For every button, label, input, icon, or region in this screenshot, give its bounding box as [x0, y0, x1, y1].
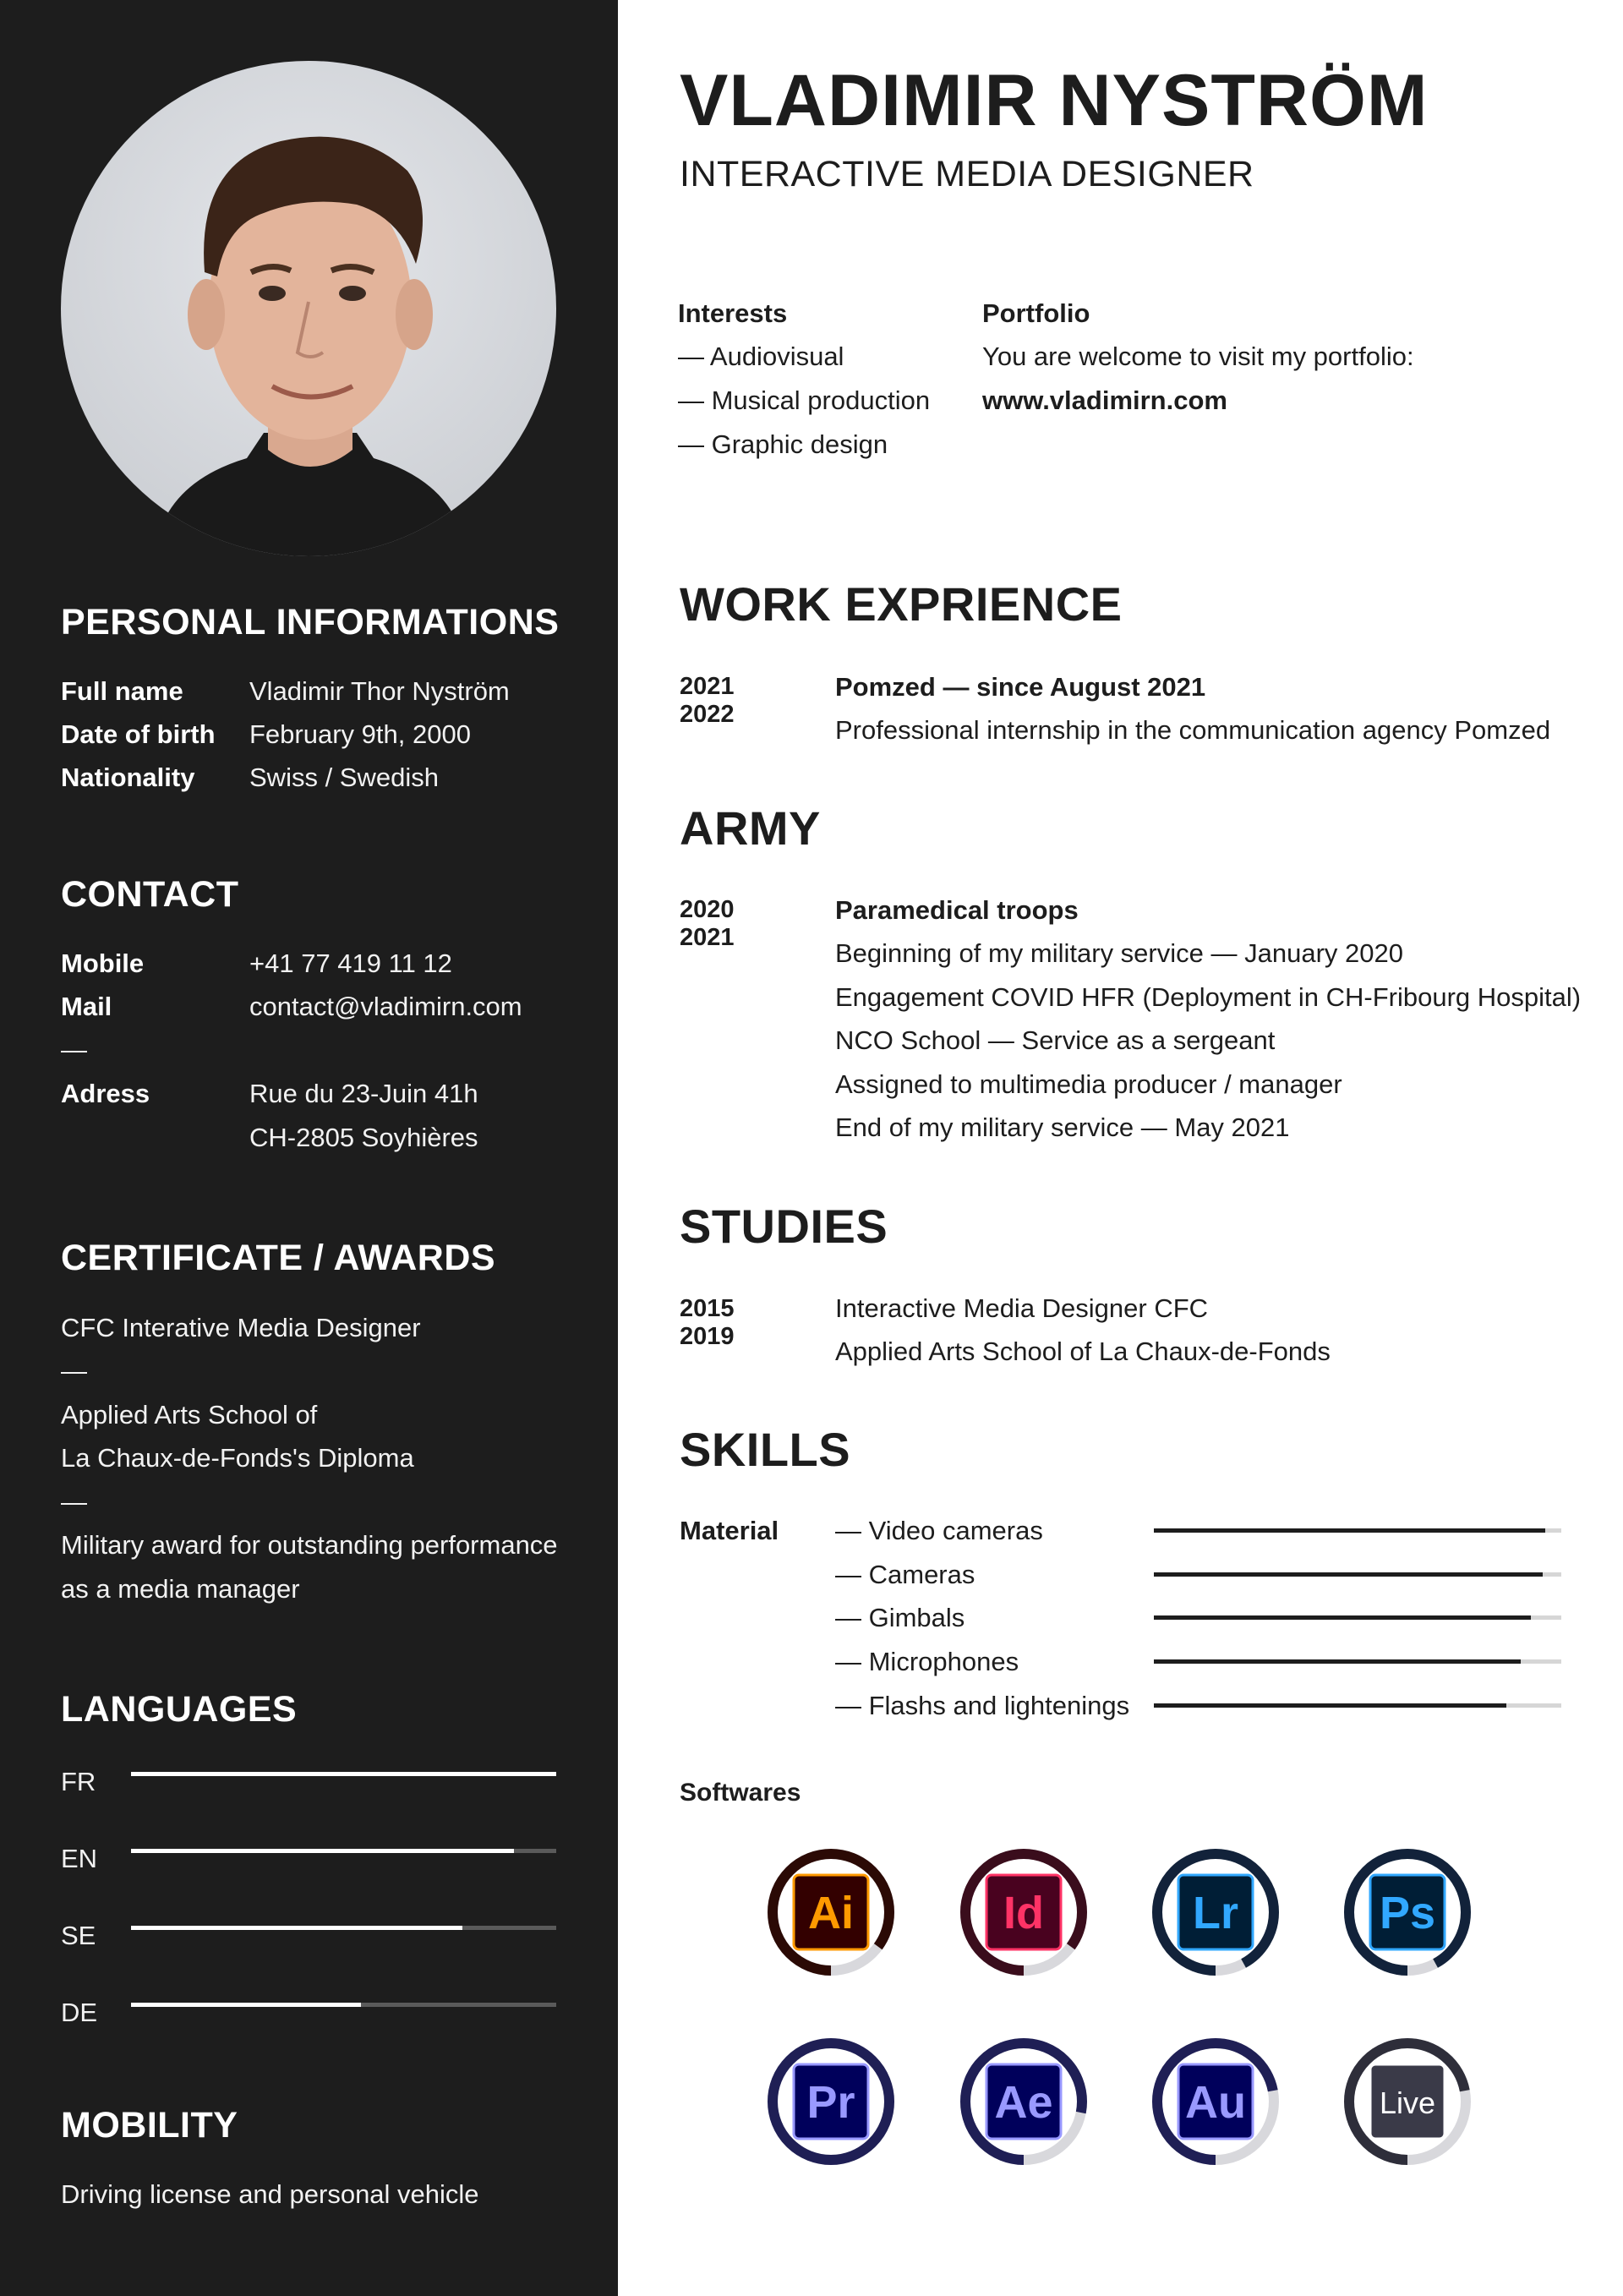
work-year-end: 2022	[680, 701, 735, 728]
software-abbr: Pr	[806, 2077, 855, 2128]
language-bar-fr	[131, 1772, 556, 1776]
indesign-icon	[965, 1854, 1082, 1971]
ableton-live-icon	[1349, 2043, 1466, 2160]
language-bar-se	[131, 1926, 556, 1930]
interests-heading: Interests	[678, 298, 788, 328]
skill-bar-fill	[1154, 1615, 1531, 1620]
award-line: Military award for outstanding performance	[61, 1530, 558, 1560]
skill-bar-fill	[1154, 1703, 1506, 1708]
language-code-fr: FR	[61, 1767, 96, 1796]
army-title: Paramedical troops	[835, 895, 1079, 925]
studies-line: Interactive Media Designer CFC	[835, 1293, 1209, 1323]
software-abbr: Ps	[1379, 1888, 1436, 1938]
address-label: Adress	[61, 1079, 150, 1108]
awards-heading: CERTIFICATE / AWARDS	[61, 1238, 496, 1278]
award-line: Applied Arts School of	[61, 1400, 318, 1430]
skill-bar	[1154, 1572, 1561, 1577]
army-line: End of my military service — May 2021	[835, 1112, 1290, 1142]
skill-bar-fill	[1154, 1528, 1545, 1533]
languages-heading: LANGUAGES	[61, 1689, 298, 1730]
software-abbr: Lr	[1193, 1888, 1238, 1938]
language-code-en: EN	[61, 1844, 98, 1873]
birth-date-value: February 9th, 2000	[249, 719, 471, 749]
audition-icon	[1157, 2043, 1274, 2160]
language-bar-en	[131, 1849, 556, 1853]
studies-heading: STUDIES	[680, 1200, 888, 1253]
softwares-label: Softwares	[680, 1779, 801, 1807]
award-line: —	[61, 1487, 87, 1517]
software-abbr: Au	[1185, 2077, 1246, 2128]
main-content	[618, 0, 1623, 2296]
personal-info-heading: PERSONAL INFORMATIONS	[61, 602, 560, 642]
army-year-start: 2020	[680, 896, 735, 923]
nationality-label: Nationality	[61, 763, 195, 792]
army-line: Engagement COVID HFR (Deployment in CH-Fribourg Hospital)	[835, 982, 1582, 1012]
profile-photo	[61, 61, 556, 556]
software-icons	[618, 1818, 1623, 2189]
language-bar-fill	[131, 1772, 556, 1776]
portfolio-text: You are welcome to visit my portfolio:	[982, 342, 1414, 371]
mobility-heading: MOBILITY	[61, 2105, 238, 2146]
skill-name: — Gimbals	[835, 1603, 965, 1632]
mobile-label: Mobile	[61, 948, 145, 978]
software-abbr: Live	[1379, 2086, 1436, 2120]
skill-bar	[1154, 1528, 1561, 1533]
skill-name: — Flashs and lightenings	[835, 1691, 1130, 1720]
birth-date-label: Date of birth	[61, 719, 216, 749]
skill-bar	[1154, 1659, 1561, 1664]
language-code-de: DE	[61, 1998, 98, 2027]
language-code-se: SE	[61, 1921, 96, 1950]
interest-item: — Graphic design	[678, 429, 888, 459]
award-line: CFC Interative Media Designer	[61, 1313, 421, 1342]
skills-heading: SKILLS	[680, 1423, 851, 1476]
person-name: VLADIMIR NYSTRÖM	[680, 60, 1429, 141]
portfolio-heading: Portfolio	[982, 298, 1090, 328]
software-abbr: Id	[1003, 1888, 1044, 1938]
language-bar-fill	[131, 2003, 361, 2007]
software-abbr: Ae	[994, 2077, 1053, 2128]
work-description: Professional internship in the communication agency Pomzed	[835, 715, 1551, 745]
mobile-value[interactable]: +41 77 419 11 12	[249, 948, 452, 978]
address-line2: CH-2805 Soyhières	[249, 1123, 478, 1152]
sidebar	[0, 0, 618, 2296]
award-line: La Chaux-de-Fonds's Diploma	[61, 1443, 414, 1473]
skill-bar-fill	[1154, 1659, 1521, 1664]
software-abbr: Ai	[808, 1888, 854, 1938]
premiere-icon	[773, 2043, 889, 2160]
lightroom-icon	[1157, 1854, 1274, 1971]
work-heading: WORK EXPRIENCE	[680, 577, 1123, 631]
studies-year-start: 2015	[680, 1295, 735, 1322]
language-bar-de	[131, 2003, 556, 2007]
full-name-label: Full name	[61, 676, 183, 706]
skill-bar	[1154, 1703, 1561, 1708]
after-effects-icon	[965, 2043, 1082, 2160]
job-title: INTERACTIVE MEDIA DESIGNER	[680, 154, 1254, 194]
skill-bar-fill	[1154, 1572, 1543, 1577]
mail-label: Mail	[61, 992, 112, 1021]
studies-year-end: 2019	[680, 1323, 735, 1350]
work-year-start: 2021	[680, 673, 735, 700]
mobility-text: Driving license and personal vehicle	[61, 2179, 479, 2209]
contact-separator: —	[61, 1035, 87, 1064]
army-heading: ARMY	[680, 801, 821, 855]
skill-bar	[1154, 1615, 1561, 1620]
language-bar-fill	[131, 1926, 462, 1930]
award-line: —	[61, 1356, 87, 1386]
contact-heading: CONTACT	[61, 874, 239, 915]
work-title: Pomzed — since August 2021	[835, 672, 1206, 702]
language-bar-fill	[131, 1849, 514, 1853]
skill-name: — Microphones	[835, 1647, 1019, 1676]
army-line: Assigned to multimedia producer / manager	[835, 1069, 1342, 1099]
interest-item: — Musical production	[678, 385, 931, 415]
army-year-end: 2021	[680, 924, 735, 951]
skill-name: — Cameras	[835, 1560, 975, 1589]
mail-value[interactable]: contact@vladimirn.com	[249, 992, 522, 1021]
address-line1: Rue du 23-Juin 41h	[249, 1079, 478, 1108]
material-label: Material	[680, 1516, 779, 1545]
illustrator-icon	[773, 1854, 889, 1971]
portfolio-link[interactable]: www.vladimirn.com	[982, 385, 1227, 415]
photoshop-icon	[1349, 1854, 1466, 1971]
interest-item: — Audiovisual	[678, 342, 844, 371]
skill-name: — Video cameras	[835, 1516, 1043, 1545]
full-name-value: Vladimir Thor Nyström	[249, 676, 510, 706]
army-line: NCO School — Service as a sergeant	[835, 1025, 1276, 1055]
studies-line: Applied Arts School of La Chaux-de-Fonds	[835, 1337, 1331, 1366]
award-line: as a media manager	[61, 1574, 300, 1604]
nationality-value: Swiss / Swedish	[249, 763, 439, 792]
army-line: Beginning of my military service — January 2020	[835, 938, 1403, 968]
